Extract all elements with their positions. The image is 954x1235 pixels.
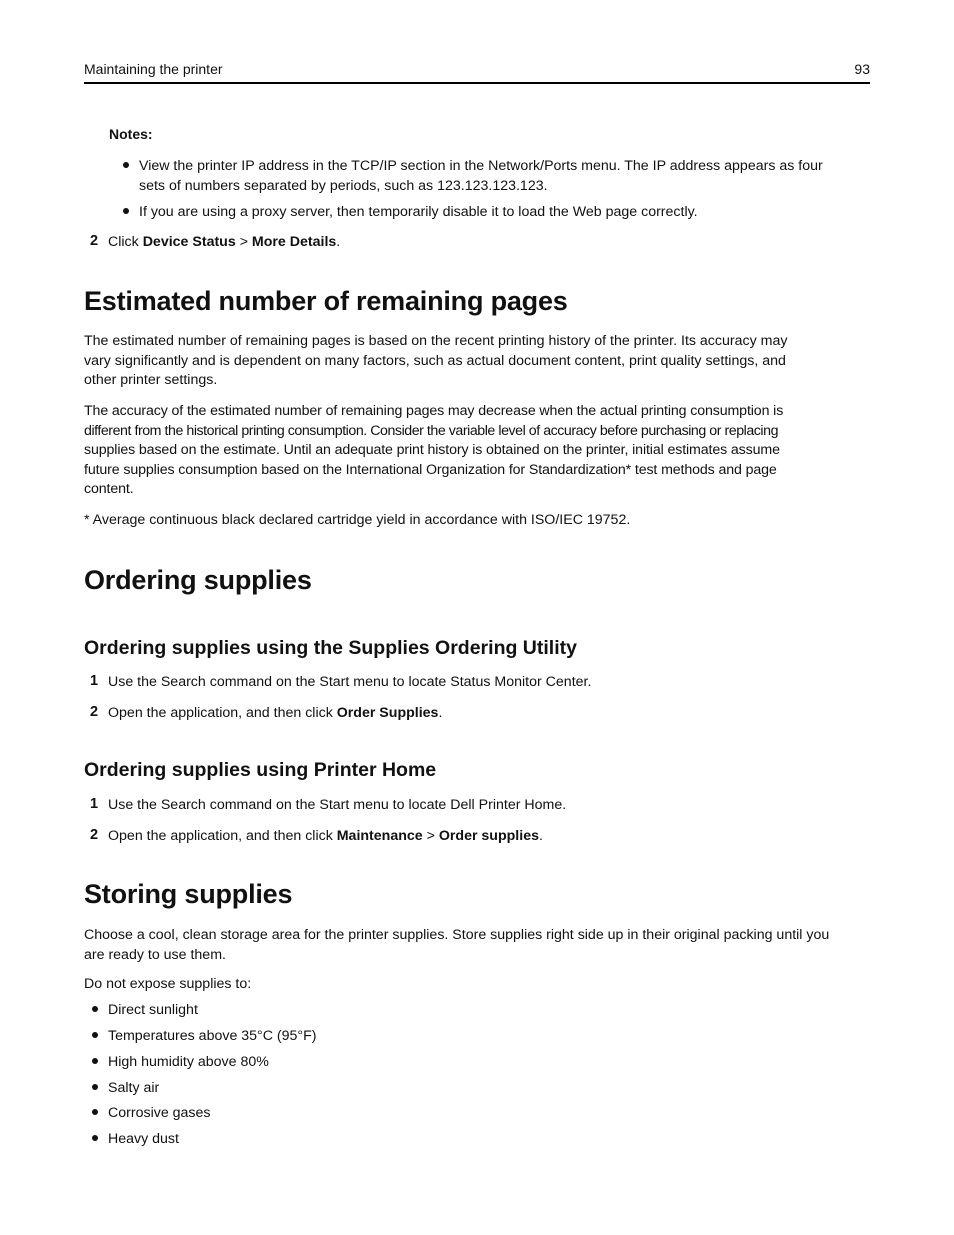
step-number: 1 (90, 796, 99, 812)
section-title-storing: Storing supplies (84, 879, 293, 909)
note-item-1 (139, 157, 823, 196)
paragraph-line: The estimated number of remaining pages is based on the recent printing history of the printer. Its accuracy may (84, 333, 788, 349)
estimated-paragraph-1 (84, 332, 870, 391)
paragraph-line: other printer settings. (84, 372, 218, 389)
step-number: 2 (90, 233, 99, 249)
bullet-icon (123, 208, 129, 214)
more-details-label: More Details (251, 234, 337, 250)
notes-label: Notes: (109, 126, 153, 142)
step-2-device-status (108, 233, 340, 253)
section-title-ordering: Ordering supplies (84, 565, 312, 595)
header-page-number: 93 (854, 61, 870, 77)
bullet-icon (92, 1058, 98, 1064)
home-step-2 (108, 827, 543, 847)
menu-separator: > (422, 828, 439, 844)
paragraph-line: Choose a cool, clean storage area for the printer supplies. Store supplies right side up in their original packing until you (84, 927, 830, 943)
estimated-footnote: * Average continuous black declared cartridge yield in accordance with ISO/IEC 19752. (84, 512, 631, 528)
step-end: . (538, 828, 543, 844)
page-header (84, 60, 870, 84)
step-number: 2 (90, 704, 99, 720)
estimated-paragraph-2 (84, 402, 870, 500)
note-item-2 (139, 203, 698, 223)
paragraph-line: are ready to use them. (84, 946, 226, 963)
maintenance-label: Maintenance (336, 828, 423, 844)
storing-item: Salty air (108, 1080, 160, 1096)
paragraph-line: The accuracy of the estimated number of remaining pages may decrease when the actual printing consumption is (84, 403, 784, 419)
storing-item: Corrosive gases (108, 1105, 211, 1121)
subsection-title-printer-home: Ordering supplies using Printer Home (84, 759, 437, 781)
step-text: Open the application, and then click (108, 705, 337, 721)
note-item-1-line-1: View the printer IP address in the TCP/IP section in the Network/Ports menu. The IP address appears as four (139, 158, 823, 174)
section-title-estimated: Estimated number of remaining pages (84, 286, 568, 316)
storing-intro: Do not expose supplies to: (84, 976, 252, 992)
header-section-title: Maintaining the printer (84, 61, 223, 77)
menu-separator: > (235, 234, 252, 250)
step-end: . (336, 234, 341, 250)
note-item-2-line-1: If you are using a proxy server, then temporarily disable it to load the Web page correctly. (139, 204, 698, 220)
home-step-1: Use the Search command on the Start menu to locate Dell Printer Home. (108, 797, 567, 813)
paragraph-line: different from the historical printing consumption. Consider the variable level of accuracy before purchasing or replacing (84, 422, 779, 439)
bullet-icon (92, 1006, 98, 1012)
bullet-icon (92, 1032, 98, 1038)
bullet-icon (92, 1084, 98, 1090)
order-supplies-label: Order Supplies (336, 705, 439, 721)
note-item-1-line-2: sets of numbers separated by periods, such as 123.123.123.123. (139, 177, 548, 194)
step-number: 1 (90, 673, 99, 689)
storing-item: Heavy dust (108, 1131, 179, 1147)
step-end: . (438, 705, 443, 721)
storing-paragraph (84, 926, 870, 965)
paragraph-line: content. (84, 481, 134, 498)
paragraph-line: future supplies consumption based on the International Organization for Standardization* test methods and page (84, 461, 777, 478)
device-status-label: Device Status (142, 234, 236, 250)
bullet-icon (92, 1135, 98, 1141)
storing-item: Temperatures above 35°C (95°F) (108, 1028, 317, 1044)
bullet-icon (123, 162, 129, 168)
order-supplies-label: Order supplies (438, 828, 539, 844)
storing-item: High humidity above 80% (108, 1054, 269, 1070)
step-number: 2 (90, 827, 99, 843)
step-text: Open the application, and then click (108, 828, 337, 844)
storing-item: Direct sunlight (108, 1002, 198, 1018)
bullet-icon (92, 1109, 98, 1115)
utility-step-2 (108, 704, 442, 724)
step-text: Click (108, 234, 143, 250)
subsection-title-utility: Ordering supplies using the Supplies Ordering Utility (84, 637, 577, 659)
paragraph-line: vary significantly and is dependent on many factors, such as actual document content, print quality settings, and (84, 352, 786, 369)
utility-step-1: Use the Search command on the Start menu to locate Status Monitor Center. (108, 674, 592, 690)
paragraph-line: supplies based on the estimate. Until an adequate print history is obtained on the printer, initial estimates assume (84, 442, 780, 459)
